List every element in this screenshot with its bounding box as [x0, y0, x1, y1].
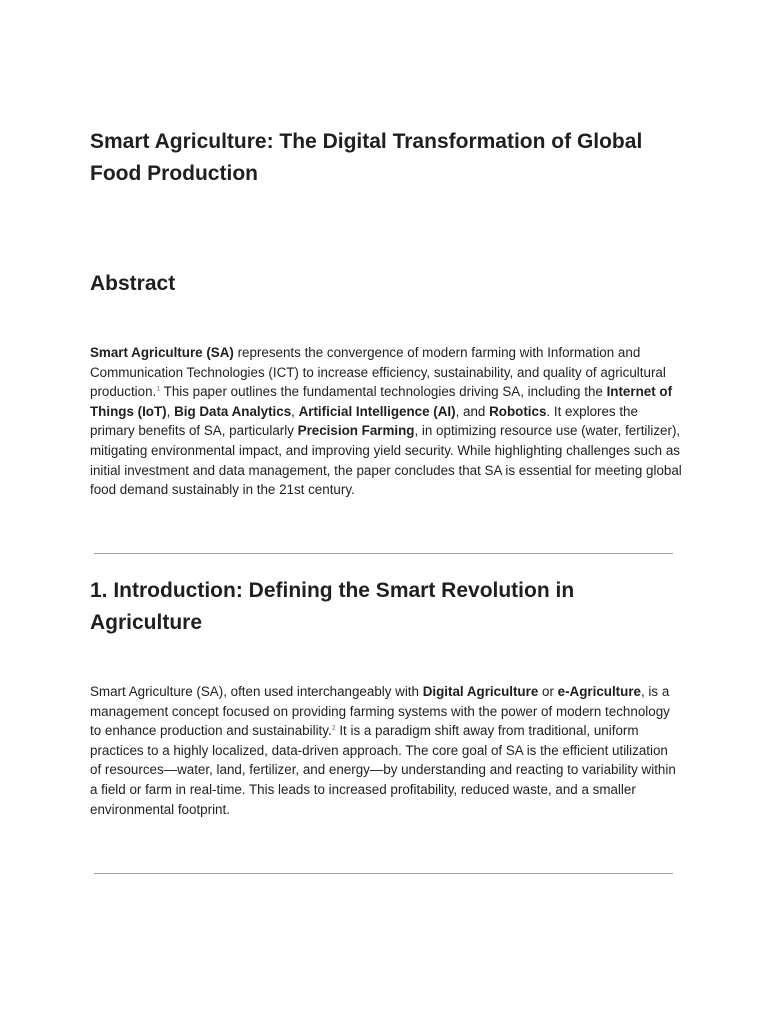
bold-term: Smart Agriculture (SA)	[90, 345, 234, 360]
bold-term: Robotics	[489, 403, 547, 419]
abstract-heading: Abstract	[90, 272, 176, 295]
text-run: , is a management concept focused on providing farming systems with the power of modern technology to enhance production and sustainability.	[90, 684, 670, 739]
abstract-paragraph	[90, 343, 682, 500]
text-run: ,	[291, 403, 299, 419]
text-run: or	[538, 684, 558, 699]
text-run: . It explores the primary benefits of SA, particularly	[90, 403, 638, 439]
bold-term: Big Data Analytics	[174, 403, 292, 419]
section-divider	[94, 873, 673, 874]
bold-term: Precision Farming	[297, 423, 415, 439]
bold-term: Internet of Things (IoT)	[90, 384, 673, 419]
bold-term: Digital Agriculture	[422, 684, 539, 699]
introduction-heading: 1. Introduction: Defining the Smart Revolution in Agriculture	[90, 579, 575, 634]
section-divider	[94, 553, 673, 554]
text-run: represents the convergence of modern farming with Information and Communication Technologies (ICT) to increase efficiency, sustainability, and quality of agricultural production.	[90, 345, 666, 400]
document-title: Smart Agriculture: The Digital Transformation of Global Food Production	[90, 130, 643, 185]
footnote-marker[interactable]: 2	[331, 725, 336, 733]
text-run: , in optimizing resource use (water, fertilizer), mitigating environmental impact, and improving yield security. While highlighting challenges such as initial investment and data management, the paper concludes that SA is essential for meeting global food demand sustainably in the 21st century.	[90, 423, 682, 498]
text-run: , and	[455, 403, 490, 419]
bold-term: e-Agriculture	[557, 684, 641, 699]
text-run: ,	[166, 403, 175, 419]
text-run: It is a paradigm shift away from traditional, uniform practices to a highly localized, data-driven approach. The core goal of SA is the efficient utilization of resources—water, land, fertilizer, and energy—by understanding and reacting to variability within a field or farm in real-time. This leads to increased profitability, reduced waste, and a smaller environmental footprint.	[90, 723, 676, 817]
text-run: Smart Agriculture (SA), often used interchangeably with	[90, 684, 423, 699]
bold-term: Artificial Intelligence (AI)	[298, 403, 456, 419]
text-run: This paper outlines the fundamental technologies driving SA, including the	[160, 384, 607, 400]
introduction-paragraph	[90, 682, 682, 819]
footnote-marker[interactable]: 1	[156, 386, 161, 394]
